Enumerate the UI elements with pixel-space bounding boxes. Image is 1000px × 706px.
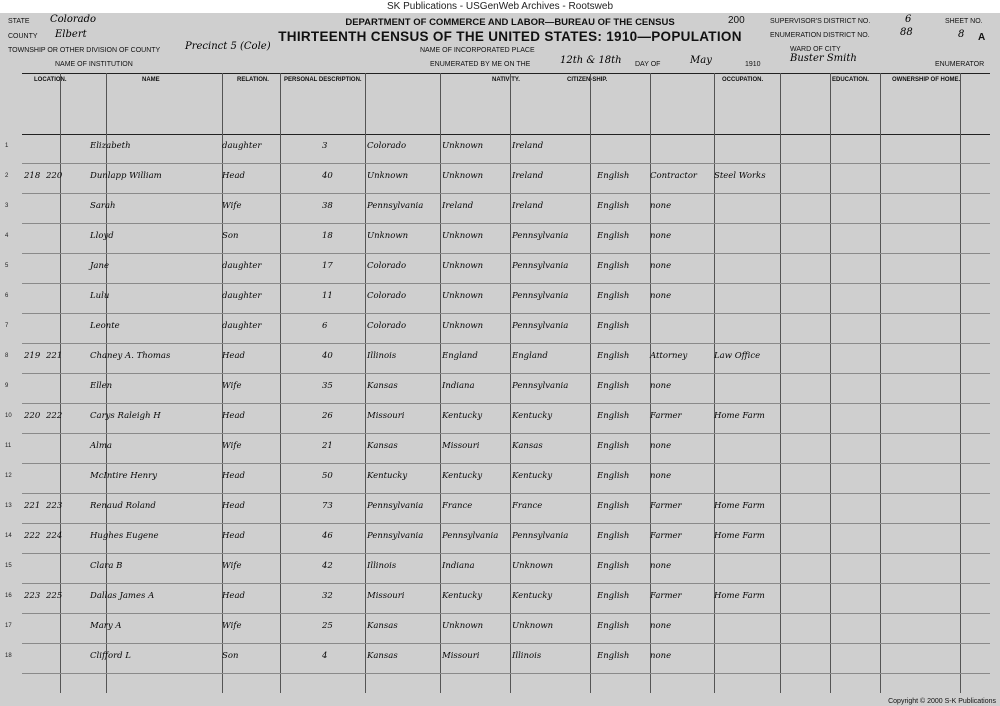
age: 3 [322,141,328,151]
age: 73 [322,501,333,511]
language: English [597,531,630,541]
table-row [5,553,990,584]
birthplace: Illinois [367,351,397,361]
birthplace: Kansas [367,381,398,391]
language: English [597,501,630,511]
person-name: Carys Raleigh H [90,411,161,421]
trade: Farmer [650,531,682,541]
age: 4 [322,651,328,661]
dwelling-number: 220 [24,411,41,421]
enum-day: 12th & 18th [560,55,622,66]
relation: Son [222,651,239,661]
dwelling-number: 222 [24,531,41,541]
father-birthplace: Indiana [442,561,475,571]
person-name: Jane [90,261,109,271]
father-birthplace: Unknown [442,171,484,181]
person-name: Lloyd [90,231,114,241]
census-grid [5,133,990,693]
father-birthplace: Kentucky [442,471,483,481]
ward-label: WARD OF CITY [790,46,841,53]
relation: daughter [222,321,262,331]
relation: Wife [222,201,242,211]
row-number: 12 [5,473,12,479]
mother-birthplace: Unknown [512,561,554,571]
mother-birthplace: Illinois [512,651,542,661]
industry: Steel Works [714,171,766,181]
enum-year: 1910 [745,61,761,68]
relation: Wife [222,561,242,571]
enum-month: May [690,55,712,66]
trade: none [650,471,672,481]
person-name: Ellen [90,381,113,391]
col-personal: PERSONAL DESCRIPTION. [284,77,362,83]
township-value: Precinct 5 (Cole) [185,41,271,52]
person-name: Lulu [90,291,110,301]
relation: Head [222,501,245,511]
father-birthplace: Missouri [442,441,480,451]
language: English [597,411,630,421]
father-birthplace: Indiana [442,381,475,391]
family-number: 224 [46,531,63,541]
industry: Home Farm [714,411,765,421]
mother-birthplace: Pennsylvania [512,291,569,301]
archive-banner: SK Publications - USGenWeb Archives - Rootsweb [0,0,1000,13]
enumeration-label: ENUMERATION DISTRICT NO. [770,32,870,39]
trade: Contractor [650,171,697,181]
language: English [597,651,630,661]
census-sheet [0,13,1000,706]
age: 42 [322,561,333,571]
language: English [597,381,630,391]
birthplace: Missouri [367,591,405,601]
col-occupation: OCCUPATION. [722,77,764,83]
relation: Head [222,411,245,421]
table-row [5,403,990,434]
language: English [597,441,630,451]
row-number: 17 [5,623,12,629]
relation: Head [222,351,245,361]
table-row [5,583,990,614]
language: English [597,261,630,271]
person-name: Clifford L [90,651,131,661]
enumerator-label: ENUMERATOR [935,61,985,68]
institution-label: NAME OF INSTITUTION [55,61,133,68]
row-number: 3 [5,203,9,209]
father-birthplace: France [442,501,473,511]
trade: none [650,651,672,661]
mother-birthplace: Pennsylvania [512,321,569,331]
row-number: 8 [5,353,9,359]
dwelling-number: 219 [24,351,41,361]
age: 40 [322,171,333,181]
mother-birthplace: Kentucky [512,471,553,481]
person-name: Alma [90,441,112,451]
enumerator-value: Buster Smith [790,53,857,64]
table-row [5,193,990,224]
sheet-letter: A [978,32,986,43]
person-name: Dallas James A [90,591,155,601]
birthplace: Colorado [367,261,407,271]
father-birthplace: Kentucky [442,411,483,421]
relation: Head [222,531,245,541]
relation: Son [222,231,239,241]
person-name: Leonte [90,321,120,331]
age: 46 [322,531,333,541]
table-row [5,223,990,254]
birthplace: Colorado [367,141,407,151]
mother-birthplace: Ireland [512,171,544,181]
family-number: 220 [46,171,63,181]
birthplace: Colorado [367,291,407,301]
trade: Farmer [650,591,682,601]
sheet-label: SHEET NO. [945,18,983,25]
relation: Head [222,171,245,181]
birthplace: Kansas [367,621,398,631]
supervisor-value: 6 [905,14,912,25]
father-birthplace: England [442,351,478,361]
row-number: 15 [5,563,12,569]
trade: none [650,441,672,451]
birthplace: Pennsylvania [367,201,424,211]
age: 32 [322,591,333,601]
table-row [5,313,990,344]
column-headers [22,73,990,135]
father-birthplace: Unknown [442,291,484,301]
col-ownership: OWNERSHIP OF HOME. [892,77,961,83]
relation: daughter [222,291,262,301]
relation: daughter [222,141,262,151]
age: 11 [322,291,333,301]
row-number: 14 [5,533,12,539]
row-number: 5 [5,263,9,269]
trade: none [650,291,672,301]
age: 26 [322,411,333,421]
table-row [5,133,990,164]
mother-birthplace: Pennsylvania [512,261,569,271]
relation: Head [222,591,245,601]
mother-birthplace: Ireland [512,141,544,151]
language: English [597,321,630,331]
trade: none [650,261,672,271]
row-number: 6 [5,293,9,299]
father-birthplace: Pennsylvania [442,531,499,541]
industry: Home Farm [714,531,765,541]
row-number: 1 [5,143,9,149]
father-birthplace: Unknown [442,231,484,241]
mother-birthplace: Ireland [512,201,544,211]
table-row [5,283,990,314]
birthplace: Missouri [367,411,405,421]
table-row [5,373,990,404]
family-number: 223 [46,501,63,511]
father-birthplace: Unknown [442,621,484,631]
enumeration-value: 88 [900,27,913,38]
trade: Attorney [650,351,688,361]
relation: Wife [222,441,242,451]
table-row [5,613,990,644]
language: English [597,621,630,631]
row-number: 9 [5,383,9,389]
table-row [5,343,990,374]
age: 21 [322,441,333,451]
language: English [597,291,630,301]
row-number: 18 [5,653,12,659]
row-number: 16 [5,593,12,599]
father-birthplace: Ireland [442,201,474,211]
state-value: Colorado [50,14,97,25]
person-name: Mary A [90,621,122,631]
department-title: DEPARTMENT OF COMMERCE AND LABOR—BUREAU OF THE CENSUS [345,17,675,28]
birthplace: Illinois [367,561,397,571]
county-value: Elbert [55,29,87,40]
table-row [5,433,990,464]
family-number: 225 [46,591,63,601]
row-number: 7 [5,323,9,329]
family-number: 221 [46,351,63,361]
supervisor-label: SUPERVISOR'S DISTRICT NO. [770,18,871,25]
industry: Home Farm [714,501,765,511]
dwelling-number: 223 [24,591,41,601]
birthplace: Kansas [367,441,398,451]
age: 17 [322,261,333,271]
language: English [597,591,630,601]
age: 38 [322,201,333,211]
mother-birthplace: England [512,351,548,361]
enumerated-label: ENUMERATED BY ME ON THE [430,61,531,68]
mother-birthplace: Kentucky [512,591,553,601]
trade: none [650,561,672,571]
person-name: McIntire Henry [90,471,158,481]
state-label: STATE [8,18,30,25]
person-name: Dunlapp William [90,171,162,181]
language: English [597,231,630,241]
father-birthplace: Unknown [442,141,484,151]
trade: none [650,381,672,391]
mother-birthplace: Pennsylvania [512,231,569,241]
dwelling-number: 218 [24,171,41,181]
trade: Farmer [650,501,682,511]
relation: Wife [222,381,242,391]
trade: Farmer [650,411,682,421]
table-row [5,163,990,194]
father-birthplace: Unknown [442,321,484,331]
father-birthplace: Kentucky [442,591,483,601]
person-name: Elizabeth [90,141,131,151]
birthplace: Kentucky [367,471,408,481]
birthplace: Pennsylvania [367,501,424,511]
birthplace: Kansas [367,651,398,661]
birthplace: Unknown [367,171,409,181]
person-name: Renaud Roland [90,501,156,511]
mother-birthplace: Kansas [512,441,543,451]
person-name: Chaney A. Thomas [90,351,171,361]
father-birthplace: Missouri [442,651,480,661]
mother-birthplace: Pennsylvania [512,381,569,391]
col-location: LOCATION. [34,77,67,83]
father-birthplace: Unknown [442,261,484,271]
mother-birthplace: Unknown [512,621,554,631]
industry: Home Farm [714,591,765,601]
census-title: THIRTEENTH CENSUS OF THE UNITED STATES: 1910—POPULATION [278,29,742,44]
township-label: TOWNSHIP OR OTHER DIVISION OF COUNTY [8,47,161,54]
table-row [5,463,990,494]
trade: none [650,201,672,211]
language: English [597,471,630,481]
copyright: Copyright © 2000 S-K Publications [888,698,996,705]
trade: none [650,231,672,241]
sheet-value: 8 [958,29,965,40]
page-number: 200 [728,15,745,26]
relation: daughter [222,261,262,271]
incorporated-label: NAME OF INCORPORATED PLACE [420,47,535,54]
col-nativity: NATIVITY. [492,77,520,83]
language: English [597,201,630,211]
county-label: COUNTY [8,33,38,40]
person-name: Clara B [90,561,123,571]
col-name: NAME [142,77,160,83]
table-row [5,253,990,284]
birthplace: Unknown [367,231,409,241]
industry: Law Office [714,351,761,361]
birthplace: Pennsylvania [367,531,424,541]
family-number: 222 [46,411,63,421]
age: 35 [322,381,333,391]
language: English [597,561,630,571]
col-relation: RELATION. [237,77,269,83]
mother-birthplace: Pennsylvania [512,531,569,541]
table-row [5,643,990,674]
row-number: 4 [5,233,9,239]
row-number: 2 [5,173,9,179]
mother-birthplace: Kentucky [512,411,553,421]
age: 25 [322,621,333,631]
day-of-label: DAY OF [635,61,661,68]
age: 50 [322,471,333,481]
person-name: Hughes Eugene [90,531,159,541]
relation: Wife [222,621,242,631]
dwelling-number: 221 [24,501,41,511]
trade: none [650,621,672,631]
row-number: 11 [5,443,12,449]
age: 40 [322,351,333,361]
age: 18 [322,231,333,241]
mother-birthplace: France [512,501,543,511]
person-name: Sarah [90,201,116,211]
row-number: 10 [5,413,12,419]
col-education: EDUCATION. [832,77,869,83]
table-row [5,523,990,554]
col-citizenship: CITIZEN-SHIP. [567,77,608,83]
language: English [597,351,630,361]
row-number: 13 [5,503,12,509]
age: 6 [322,321,328,331]
language: English [597,171,630,181]
birthplace: Colorado [367,321,407,331]
relation: Head [222,471,245,481]
table-row [5,493,990,524]
